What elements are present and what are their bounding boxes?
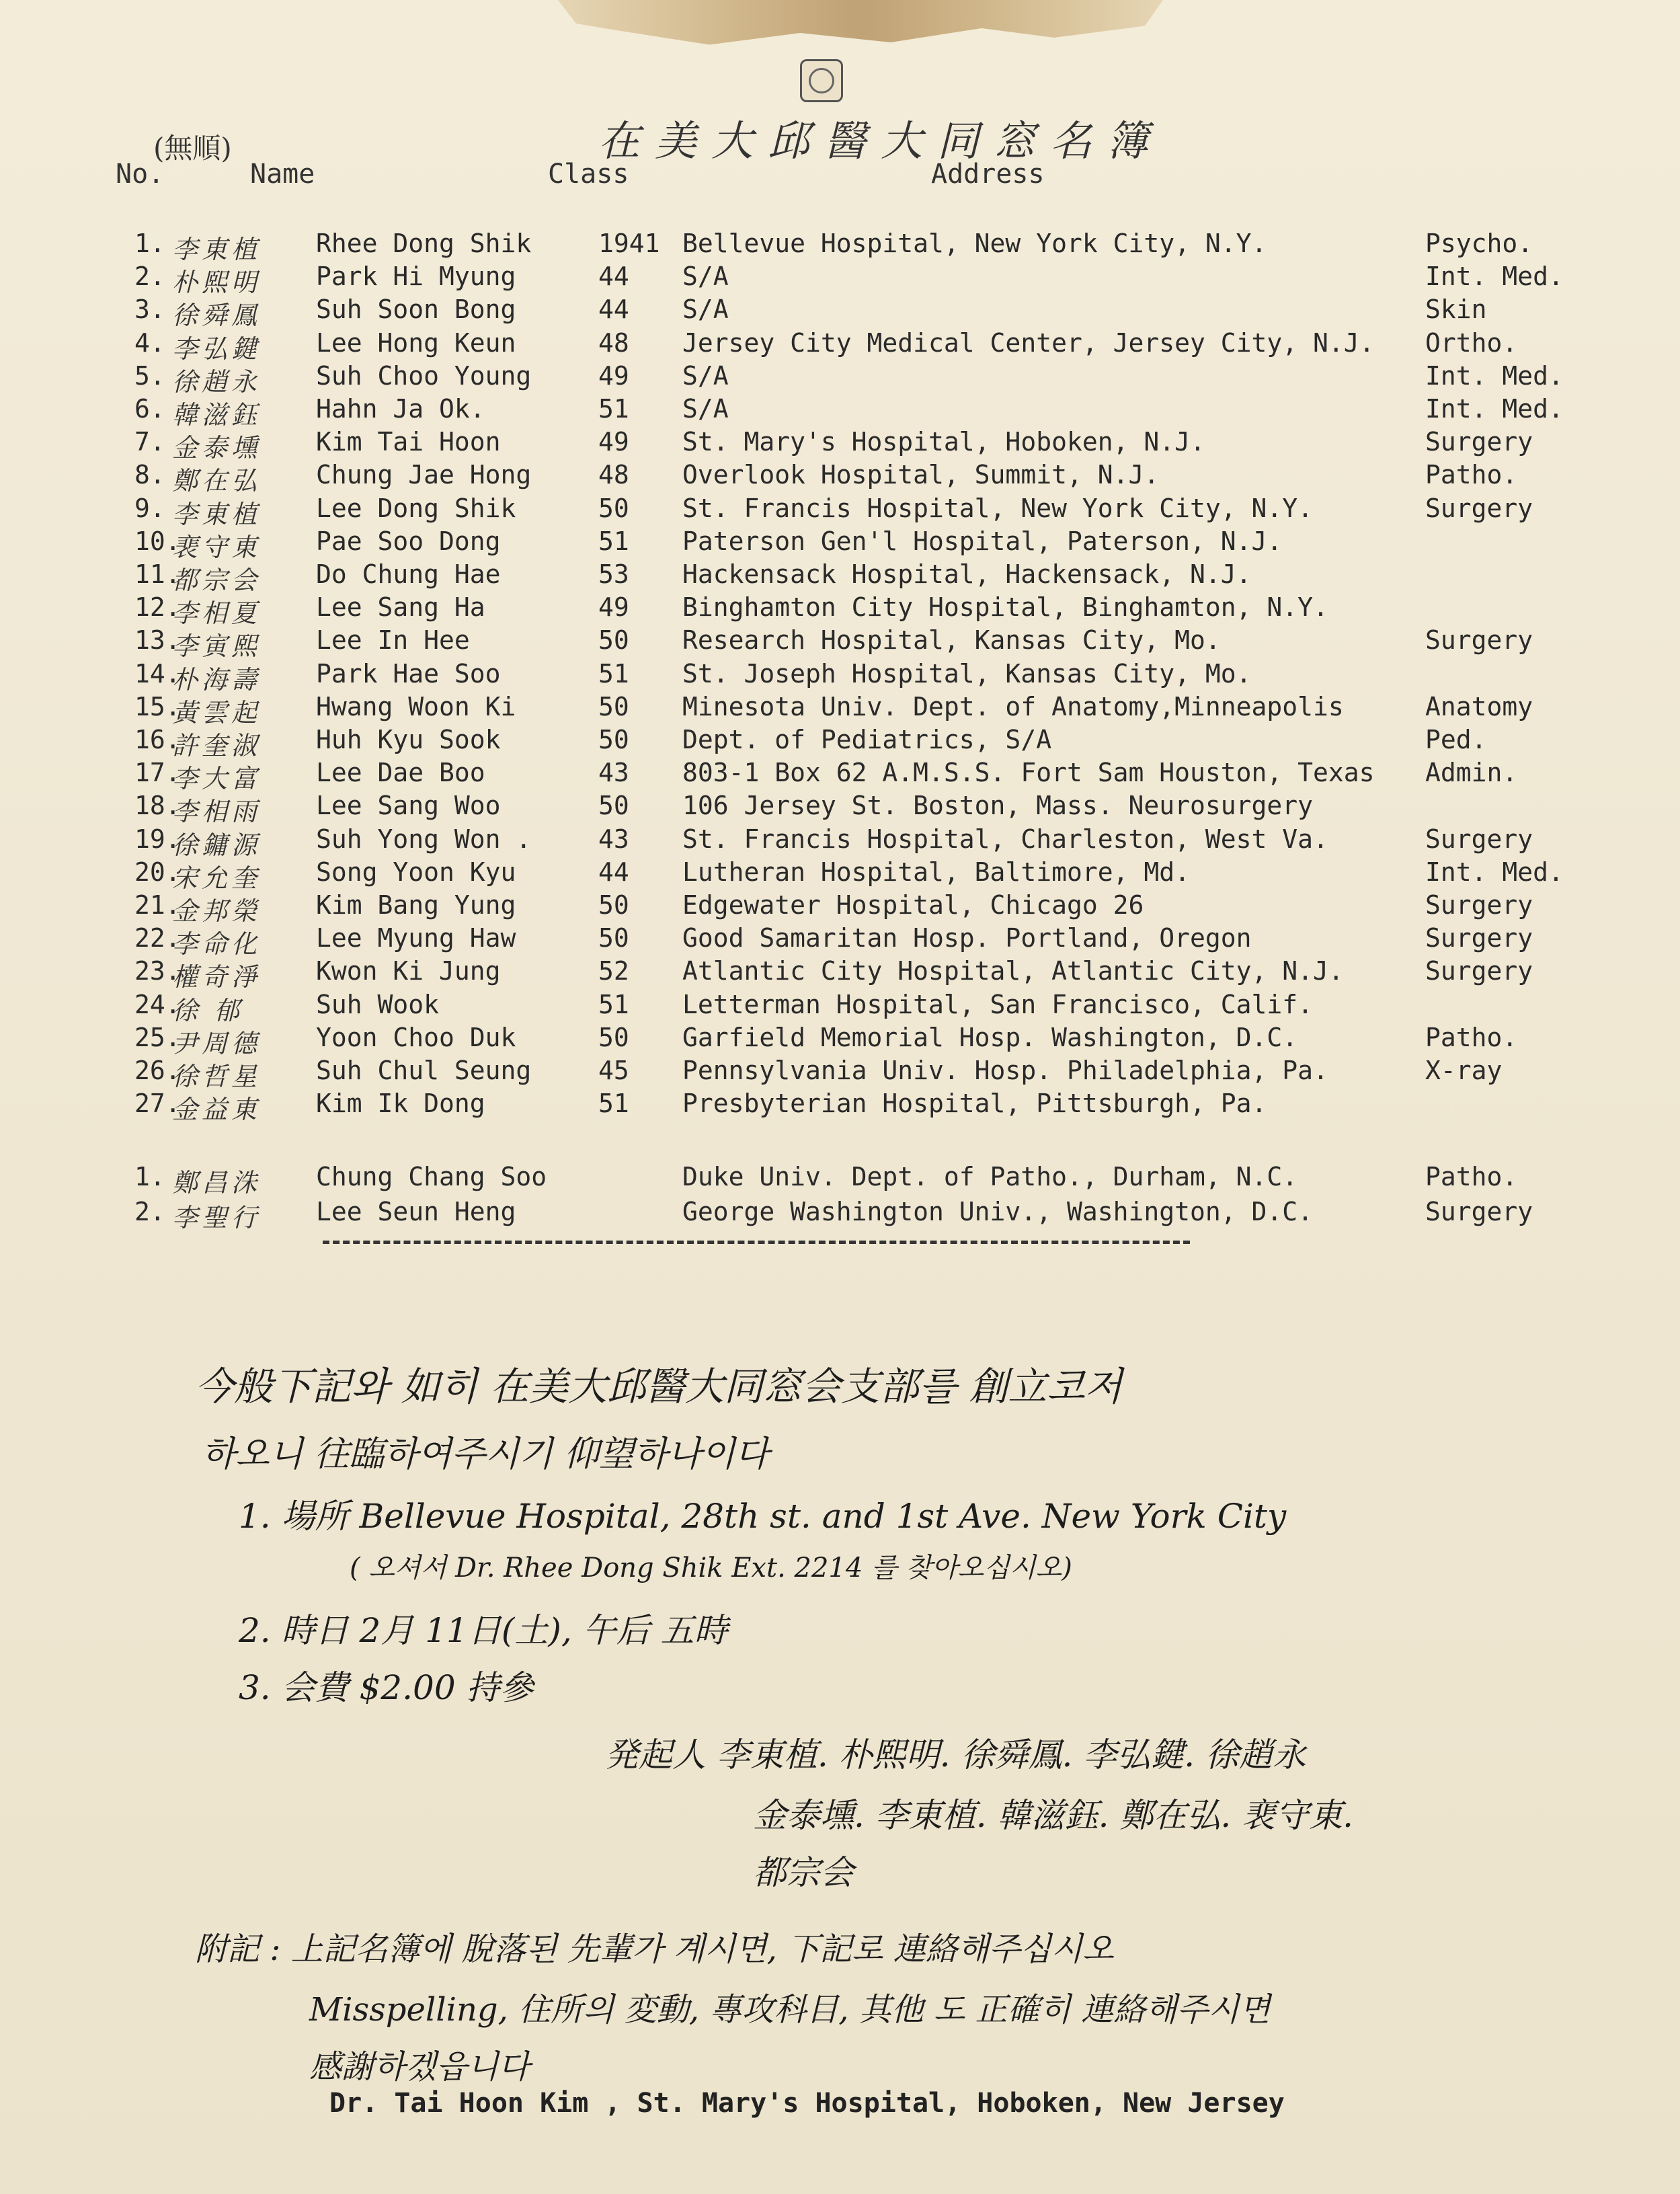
alumni-row: [134, 460, 1580, 496]
hanja-name: 徐哲星: [172, 1062, 262, 1091]
notice-place-detail: ( 오셔서 Dr. Rhee Dong Shik Ext. 2214 를 찾아오십시오): [350, 1553, 1072, 1583]
hanja-name: 李聖行: [172, 1203, 262, 1232]
address: 106 Jersey St. Boston, Mass. Neurosurgery: [682, 791, 1313, 821]
hanja-name: 徐鏞源: [172, 830, 262, 860]
address: Duke Univ. Dept. of Patho., Durham, N.C.: [682, 1162, 1298, 1191]
hanja-name: 李相雨: [172, 797, 262, 827]
specialty: Patho.: [1425, 1162, 1518, 1191]
row-number: 20.: [134, 857, 181, 887]
row-number: 26.: [134, 1056, 181, 1085]
class-year: 43: [598, 824, 629, 854]
romanized-name: Lee Sang Woo: [316, 791, 501, 821]
hanja-name: 徐 郁: [172, 995, 244, 1025]
specialty: X-ray: [1425, 1056, 1503, 1085]
specialty: Ped.: [1425, 725, 1487, 754]
alumni-row: [134, 725, 1580, 760]
row-number: 4.: [134, 327, 165, 358]
row-number: 25.: [134, 1022, 181, 1052]
specialty: Int. Med.: [1425, 262, 1564, 292]
hanja-name: 李東植: [172, 499, 262, 529]
romanized-name: Park Hi Myung: [316, 262, 516, 292]
row-number: 1.: [134, 1162, 165, 1191]
alumni-row: [134, 824, 1580, 860]
row-number: 7.: [134, 427, 165, 457]
class-year: 50: [598, 923, 629, 953]
address: St. Joseph Hospital, Kansas City, Mo.: [682, 658, 1252, 689]
note-line-1: 附記 : 上記名簿에 脫落된 先輩가 계시면, 下記로 連絡해주십시오: [195, 1930, 1114, 1968]
row-number: 18.: [134, 791, 181, 821]
class-year: 51: [598, 658, 629, 689]
separator-dashes: [323, 1241, 1190, 1244]
address: Paterson Gen'l Hospital, Paterson, N.J.: [682, 526, 1283, 556]
row-number: 2.: [134, 262, 165, 292]
romanized-name: Chung Jae Hong: [316, 460, 532, 490]
address: Overlook Hospital, Summit, N.J.: [682, 460, 1160, 490]
specialty: Surgery: [1425, 427, 1533, 457]
romanized-name: Yoon Choo Duk: [316, 1022, 516, 1052]
romanized-name: Hwang Woon Ki: [316, 691, 516, 721]
address: St. Francis Hospital, New York City, N.Y.: [682, 493, 1313, 523]
specialty: Skin: [1425, 295, 1487, 325]
address: Minesota Univ. Dept. of Anatomy,Minneapolis: [682, 691, 1344, 721]
hanja-name: 徐趙永: [172, 366, 262, 397]
alumni-row: [134, 394, 1580, 430]
romanized-name: Lee Sang Ha: [316, 592, 485, 623]
row-number: 22.: [134, 923, 181, 953]
romanized-name: Huh Kyu Sook: [316, 725, 501, 754]
row-number: 27.: [134, 1089, 181, 1119]
class-year: 50: [598, 725, 629, 754]
row-number: 19.: [134, 824, 181, 854]
address: St. Francis Hospital, Charleston, West Va.: [682, 824, 1328, 854]
notice-time: 2. 時日 2月 11日(土), 午后 五時: [239, 1611, 728, 1650]
romanized-name: Pae Soo Dong: [316, 526, 501, 556]
row-number: 21.: [134, 890, 181, 920]
alumni-row: [134, 890, 1580, 926]
address: Letterman Hospital, San Francisco, Calif.: [682, 989, 1313, 1019]
class-year: 48: [598, 327, 629, 358]
specialty: Patho.: [1425, 1022, 1518, 1052]
alumni-row: [134, 229, 1580, 264]
romanized-name: Suh Chul Seung: [316, 1056, 532, 1085]
signature-line: Dr. Tai Hoon Kim , St. Mary's Hospital, Hoboken, New Jersey: [329, 2088, 1285, 2119]
romanized-name: Kwon Ki Jung: [316, 956, 501, 986]
class-year: 50: [598, 890, 629, 920]
class-year: 50: [598, 1022, 629, 1052]
hanja-name: 朴熙明: [172, 268, 262, 298]
row-number: 14.: [134, 658, 181, 689]
address: Hackensack Hospital, Hackensack, N.J.: [682, 559, 1252, 589]
specialty: Patho.: [1425, 460, 1518, 490]
alumni-row: [134, 691, 1580, 728]
alumni-row: [134, 360, 1580, 397]
notice-fee: 3. 会費 $2.00 持參: [239, 1668, 534, 1707]
class-year: 49: [598, 360, 629, 391]
romanized-name: Suh Choo Young: [316, 360, 532, 391]
address: St. Mary's Hospital, Hoboken, N.J.: [682, 427, 1205, 457]
specialty: Surgery: [1425, 625, 1533, 656]
address: Garfield Memorial Hosp. Washington, D.C.: [682, 1022, 1298, 1052]
specialty: Anatomy: [1425, 691, 1533, 721]
class-year: 51: [598, 1089, 629, 1119]
note-line-3: 感謝하겠읍니다: [309, 2048, 530, 2086]
row-number: 3.: [134, 295, 165, 325]
hanja-name: 李相夏: [172, 598, 262, 629]
address: Bellevue Hospital, New York City, N.Y.: [682, 229, 1267, 258]
hanja-name: 尹周德: [172, 1028, 262, 1058]
header-address: Address: [931, 159, 1045, 190]
notice-place: 1. 場所 Bellevue Hospital, 28th st. and 1st Ave. New York City: [239, 1497, 1287, 1536]
specialty: Surgery: [1425, 890, 1533, 920]
class-year: 50: [598, 691, 629, 721]
row-number: 5.: [134, 360, 165, 391]
hanja-name: 黃雲起: [172, 697, 262, 728]
class-year: 1941: [598, 229, 660, 258]
alumni-row: [134, 262, 1580, 298]
row-number: 11.: [134, 559, 181, 589]
hanja-name: 李弘鍵: [172, 334, 262, 364]
alumni-row: [134, 758, 1580, 794]
romanized-name: Kim Bang Yung: [316, 890, 516, 920]
class-year: 43: [598, 758, 629, 788]
address: Jersey City Medical Center, Jersey City, N.J.: [682, 327, 1375, 358]
class-year: 50: [598, 493, 629, 523]
hanja-name: 都宗会: [172, 565, 262, 595]
address: Research Hospital, Kansas City, Mo.: [682, 625, 1221, 656]
header-name: Name: [250, 159, 315, 190]
document-title: 在美大邱醫大同窓名簿: [598, 116, 1164, 165]
hanja-name: 韓滋鈺: [172, 400, 262, 430]
row-number: 9.: [134, 493, 165, 523]
romanized-name: Park Hae Soo: [316, 658, 501, 689]
romanized-name: Lee Seun Heng: [316, 1197, 516, 1226]
hanja-name: 李東植: [172, 235, 262, 264]
hanja-name: 李大富: [172, 764, 262, 794]
seal-stamp: [800, 59, 843, 102]
row-number: 6.: [134, 394, 165, 424]
row-number: 8.: [134, 460, 165, 490]
hanja-name: 裵守東: [172, 532, 262, 562]
additional-row: [134, 1197, 1580, 1232]
hanja-name: 朴海壽: [172, 664, 262, 695]
alumni-row: [134, 791, 1580, 827]
alumni-row: [134, 857, 1580, 893]
hanja-name: 鄭在弘: [172, 466, 262, 496]
founders-line-3: 都宗会: [753, 1853, 854, 1892]
address: Lutheran Hospital, Baltimore, Md.: [682, 857, 1190, 887]
alumni-row: [134, 592, 1580, 629]
romanized-name: Kim Tai Hoon: [316, 427, 501, 457]
specialty: Psycho.: [1425, 229, 1533, 258]
hanja-name: 李寅熙: [172, 631, 262, 662]
class-year: 44: [598, 295, 629, 325]
header-class: Class: [548, 159, 629, 190]
romanized-name: Hahn Ja Ok.: [316, 394, 485, 424]
note-line-2: Misspelling, 住所의 変動, 專攻科目, 其他 도 正確히 連絡해주시면: [309, 1991, 1271, 2029]
specialty: Int. Med.: [1425, 394, 1564, 424]
romanized-name: Suh Wook: [316, 989, 440, 1019]
specialty: Surgery: [1425, 824, 1533, 854]
specialty: Surgery: [1425, 1197, 1533, 1226]
specialty: Surgery: [1425, 493, 1533, 523]
class-year: 45: [598, 1056, 629, 1085]
address: Good Samaritan Hosp. Portland, Oregon: [682, 923, 1252, 953]
romanized-name: Rhee Dong Shik: [316, 229, 532, 258]
address: Presbyterian Hospital, Pittsburgh, Pa.: [682, 1089, 1267, 1119]
address: S/A: [682, 394, 729, 424]
row-number: 12.: [134, 592, 181, 623]
class-year: 52: [598, 956, 629, 986]
alumni-row: [134, 1089, 1580, 1125]
address: George Washington Univ., Washington, D.C.: [682, 1197, 1313, 1226]
header-no: No.: [116, 159, 165, 190]
address: Atlantic City Hospital, Atlantic City, N.J.: [682, 956, 1344, 986]
class-year: 53: [598, 559, 629, 589]
specialty: Int. Med.: [1425, 360, 1564, 391]
address: S/A: [682, 295, 729, 325]
row-number: 24.: [134, 989, 181, 1019]
alumni-row: [134, 526, 1580, 562]
hanja-name: 徐舜鳳: [172, 301, 262, 331]
class-year: 51: [598, 394, 629, 424]
specialty: Surgery: [1425, 923, 1533, 953]
address: Dept. of Pediatrics, S/A: [682, 725, 1052, 754]
alumni-row: [134, 295, 1580, 331]
romanized-name: Song Yoon Kyu: [316, 857, 516, 887]
alumni-row: [134, 923, 1580, 959]
class-year: 44: [598, 262, 629, 292]
address: Binghamton City Hospital, Binghamton, N.Y.: [682, 592, 1328, 623]
romanized-name: Lee Myung Haw: [316, 923, 516, 953]
alumni-row: [134, 1022, 1580, 1058]
romanized-name: Suh Soon Bong: [316, 295, 516, 325]
class-year: 51: [598, 989, 629, 1019]
hanja-name: 宋允奎: [172, 863, 262, 893]
class-year: 48: [598, 460, 629, 490]
class-year: 50: [598, 791, 629, 821]
alumni-row: [134, 493, 1580, 529]
address: 803-1 Box 62 A.M.S.S. Fort Sam Houston, Texas: [682, 758, 1375, 788]
romanized-name: Do Chung Hae: [316, 559, 501, 589]
notice-line-2: 하오니 往臨하여주시기 仰望하나이다: [202, 1434, 769, 1475]
address: S/A: [682, 360, 729, 391]
founders-line-1: 発起人 李東植. 朴熙明. 徐舜鳳. 李弘鍵. 徐趙永: [605, 1735, 1307, 1774]
specialty: Admin.: [1425, 758, 1518, 788]
hanja-name: 李命化: [172, 929, 262, 959]
row-number: 10.: [134, 526, 181, 556]
class-year: 44: [598, 857, 629, 887]
row-number: 2.: [134, 1197, 165, 1226]
hanja-name: 金邦榮: [172, 896, 262, 926]
additional-row: [134, 1162, 1580, 1198]
hanja-name: 鄭昌洙: [172, 1168, 262, 1198]
alumni-row: [134, 1056, 1580, 1091]
row-number: 17.: [134, 758, 181, 788]
romanized-name: Lee In Hee: [316, 625, 470, 656]
hanja-name: 金泰壎: [172, 433, 262, 463]
romanized-name: Lee Dae Boo: [316, 758, 485, 788]
romanized-name: Lee Hong Keun: [316, 327, 516, 358]
address: Pennsylvania Univ. Hosp. Philadelphia, Pa.: [682, 1056, 1328, 1085]
row-number: 13.: [134, 625, 181, 656]
romanized-name: Kim Ik Dong: [316, 1089, 485, 1119]
notice-line-1: 今般下記와 如히 在美大邱醫大同窓会支部를 創立코저: [195, 1364, 1123, 1409]
alumni-row: [134, 327, 1580, 364]
address: Edgewater Hospital, Chicago 26: [682, 890, 1144, 920]
romanized-name: Suh Yong Won .: [316, 824, 532, 854]
hanja-name: 權奇淨: [172, 962, 262, 992]
class-year: 49: [598, 592, 629, 623]
hanja-name: 金益東: [172, 1095, 262, 1125]
class-year: 49: [598, 427, 629, 457]
alumni-row: [134, 559, 1580, 595]
hanja-name: 許奎淑: [172, 731, 262, 760]
specialty: Int. Med.: [1425, 857, 1564, 887]
class-year: 50: [598, 625, 629, 656]
alumni-row: [134, 427, 1580, 463]
row-number: 16.: [134, 725, 181, 754]
row-number: 15.: [134, 691, 181, 721]
romanized-name: Lee Dong Shik: [316, 493, 516, 523]
row-number: 23.: [134, 956, 181, 986]
alumni-row: [134, 625, 1580, 662]
alumni-row: [134, 956, 1580, 992]
address: S/A: [682, 262, 729, 292]
order-note: (無順): [153, 132, 232, 165]
romanized-name: Chung Chang Soo: [316, 1162, 547, 1191]
class-year: 51: [598, 526, 629, 556]
specialty: Surgery: [1425, 956, 1533, 986]
row-number: 1.: [134, 229, 165, 258]
specialty: Ortho.: [1425, 327, 1518, 358]
alumni-row: [134, 989, 1580, 1025]
founders-line-2: 金泰壎. 李東植. 韓滋鈺. 鄭在弘. 裵守東.: [753, 1796, 1354, 1835]
alumni-row: [134, 658, 1580, 695]
